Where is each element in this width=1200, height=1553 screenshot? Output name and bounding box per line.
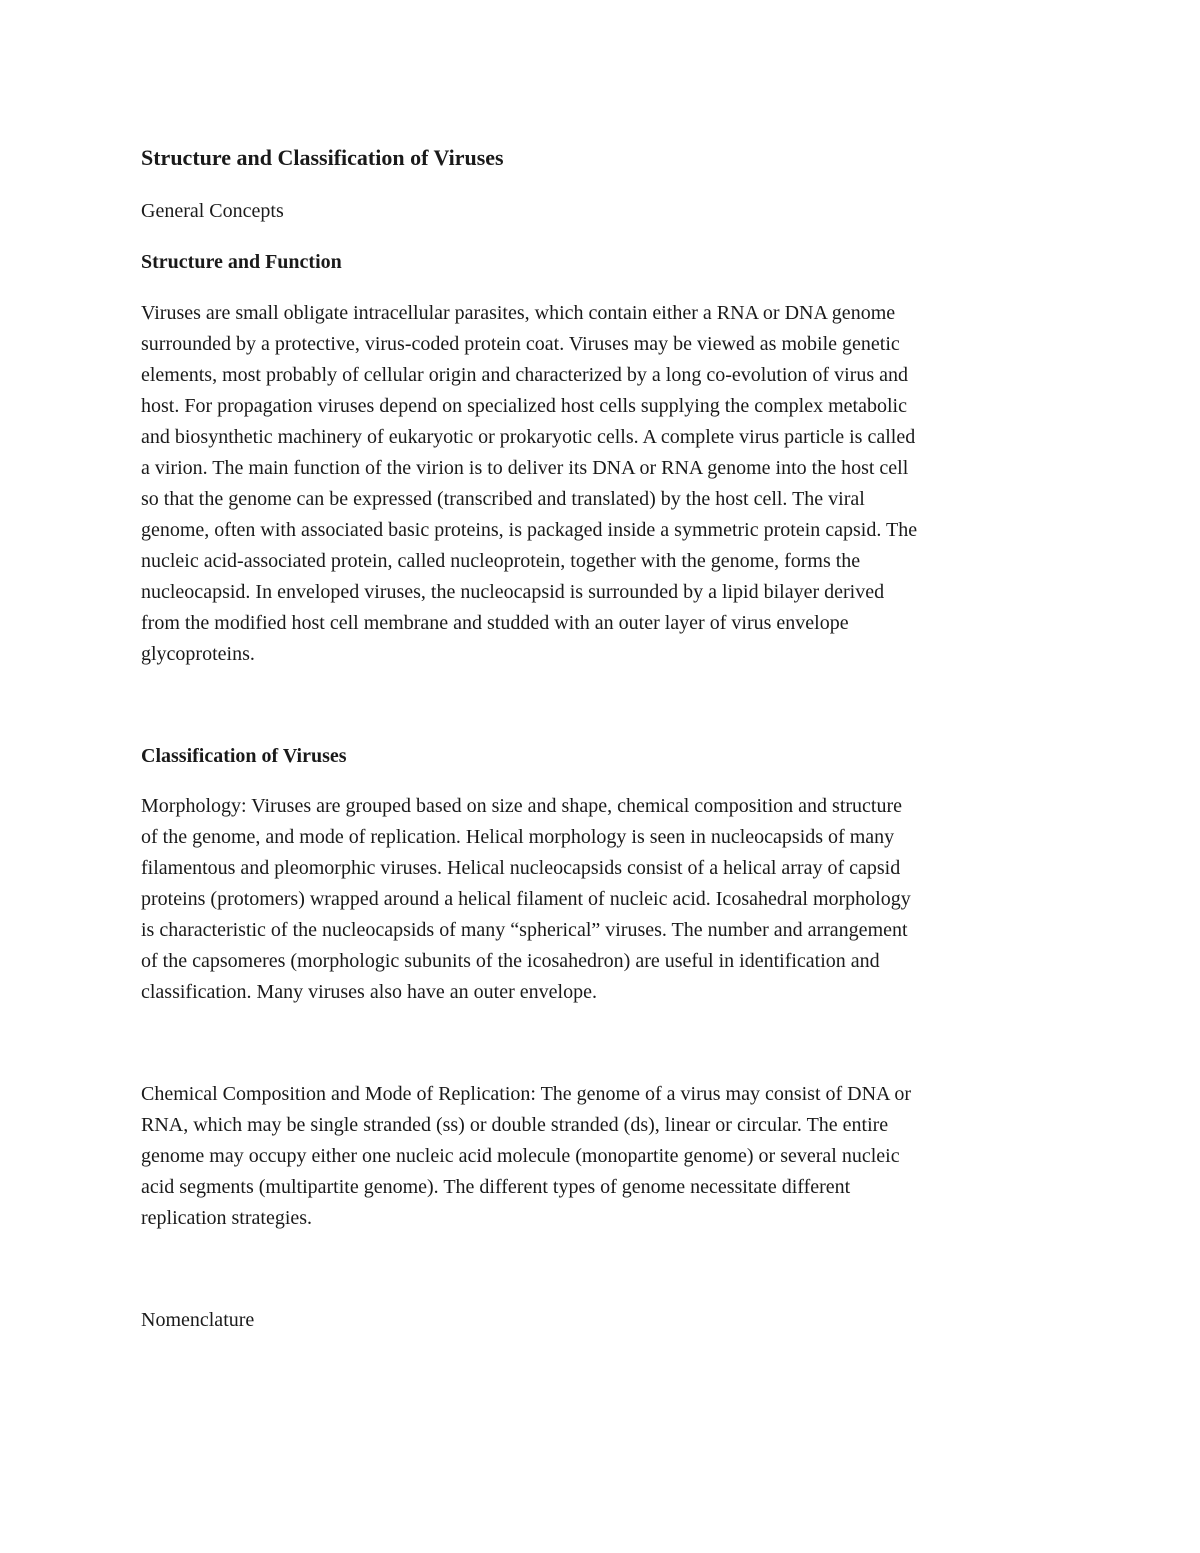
paragraph-line: from the modified host cell membrane and studded with an outer layer of virus envelope: [141, 612, 849, 634]
paragraph-line: elements, most probably of cellular origin and characterized by a long co-evolution of virus and: [141, 364, 908, 386]
paragraph-line: genome, often with associated basic proteins, is packaged inside a symmetric protein capsid. The: [141, 519, 918, 541]
paragraph-line: Morphology: Viruses are grouped based on size and shape, chemical composition and structure: [141, 795, 903, 817]
paragraph-line: of the capsomeres (morphologic subunits of the icosahedron) are useful in identification and: [141, 950, 880, 972]
section-heading-classification: Classification of Viruses: [141, 745, 347, 767]
paragraph-line: filamentous and pleomorphic viruses. Helical nucleocapsids consist of a helical array of capsid: [141, 857, 901, 879]
paragraph-line: nucleic acid-associated protein, called nucleoprotein, together with the genome, forms the: [141, 550, 861, 572]
paragraph-line: is characteristic of the nucleocapsids of many “spherical” viruses. The number and arrangement: [141, 919, 908, 941]
paragraph-line: Chemical Composition and Mode of Replication: The genome of a virus may consist of DNA or: [141, 1083, 912, 1105]
paragraph-line: genome may occupy either one nucleic acid molecule (monopartite genome) or several nucleic: [141, 1145, 900, 1167]
paragraph-line: RNA, which may be single stranded (ss) or double stranded (ds), linear or circular. The entire: [141, 1114, 889, 1136]
paragraph-line: replication strategies.: [141, 1207, 313, 1229]
paragraph-line: of the genome, and mode of replication. Helical morphology is seen in nucleocapsids of many: [141, 826, 895, 848]
paragraph-line: nucleocapsid. In enveloped viruses, the nucleocapsid is surrounded by a lipid bilayer derived: [141, 581, 885, 603]
paragraph-line: host. For propagation viruses depend on specialized host cells supplying the complex metabolic: [141, 395, 907, 417]
paragraph-line: and biosynthetic machinery of eukaryotic or prokaryotic cells. A complete virus particle is called: [141, 426, 916, 448]
paragraph-line: surrounded by a protective, virus-coded protein coat. Viruses may be viewed as mobile genetic: [141, 333, 900, 355]
subtitle: General Concepts: [141, 200, 284, 222]
document-title: Structure and Classification of Viruses: [141, 145, 504, 170]
paragraph-line: glycoproteins.: [141, 643, 255, 665]
paragraph-line: proteins (protomers) wrapped around a helical filament of nucleic acid. Icosahedral morphology: [141, 888, 911, 910]
paragraph-line: Viruses are small obligate intracellular parasites, which contain either a RNA or DNA genome: [141, 302, 896, 324]
nomenclature-heading: Nomenclature: [141, 1309, 255, 1331]
paragraph-line: a virion. The main function of the virion is to deliver its DNA or RNA genome into the host cell: [141, 457, 909, 479]
paragraph-line: acid segments (multipartite genome). The different types of genome necessitate different: [141, 1176, 851, 1198]
paragraph-line: so that the genome can be expressed (transcribed and translated) by the host cell. The viral: [141, 488, 865, 510]
paragraph-line: classification. Many viruses also have an outer envelope.: [141, 981, 597, 1003]
section-heading-structure: Structure and Function: [141, 251, 342, 273]
